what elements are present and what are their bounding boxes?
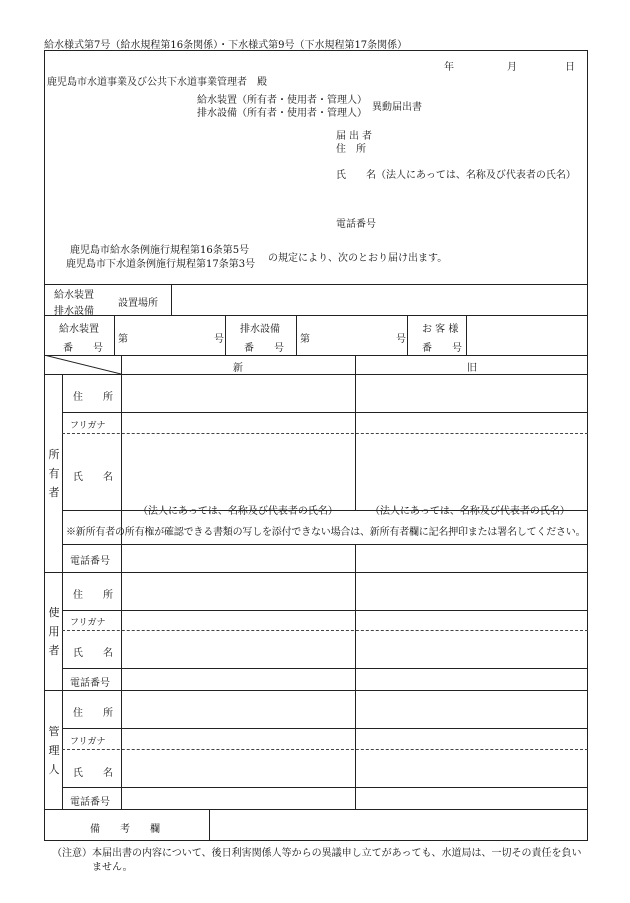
owner-corp-note-new: （法人にあっては、名称及び代表者の氏名）	[138, 506, 338, 517]
user-name-old[interactable]	[357, 632, 586, 666]
applicant-name-label: 氏 名（法人にあっては、名称及び代表者の氏名）	[336, 170, 576, 181]
user-furigana-new[interactable]	[123, 611, 353, 629]
applicant-address-label: 住 所	[336, 144, 366, 155]
manager-address-new[interactable]	[123, 692, 353, 726]
manager-name-old[interactable]	[357, 751, 586, 785]
haisui-number-label: 排水設備	[240, 324, 280, 335]
manager-phone-label: 電話番号	[70, 797, 110, 808]
date-month: 月	[507, 62, 517, 73]
haisui-dai: 第	[300, 334, 310, 345]
user-phone-label: 電話番号	[70, 678, 110, 689]
owner-phone-old[interactable]	[357, 546, 586, 570]
remarks-label: 備 考 欄	[90, 824, 160, 835]
owner-name-old[interactable]	[357, 436, 586, 498]
manager-furigana-old[interactable]	[357, 729, 586, 748]
applicant-phone-label: 電話番号	[336, 219, 376, 230]
owner-name-label: 氏 名	[73, 472, 113, 483]
kyusui-bango: 番 号	[63, 343, 103, 354]
install-kyusui: 給水装置	[54, 290, 94, 301]
owner-furigana-label: フリガナ	[70, 421, 106, 431]
user-phone-old[interactable]	[357, 669, 586, 688]
regulation-2: 鹿児島市下水道条例施行規程第17条第3号	[66, 259, 256, 270]
user-furigana-label: フリガナ	[70, 618, 106, 628]
user-phone-new[interactable]	[123, 669, 353, 688]
manager-name-label: 氏 名	[73, 768, 113, 779]
owner-group-label: 所有者	[48, 448, 60, 499]
owner-note: ※新所有者の所有権が確認できる書類の写しを添付できない場合は、新所有者欄に記名押印または署名してください。	[66, 527, 586, 538]
customer-label: お 客 様	[422, 324, 459, 335]
owner-phone-new[interactable]	[123, 546, 353, 570]
haisui-go: 号	[396, 334, 406, 345]
user-address-old[interactable]	[357, 574, 586, 608]
caution-text-1: 本届出書の内容について、後日利害関係人等からの異議申し立てがあっても、水道局は、一切その責任を負い	[92, 848, 582, 859]
owner-corp-note-old: （法人にあっては、名称及び代表者の氏名）	[370, 506, 570, 517]
manager-name-new[interactable]	[123, 751, 353, 785]
caution-label: （注意）	[52, 848, 92, 859]
regulation-tail: の規定により、次のとおり届け出ます。	[268, 253, 448, 264]
install-place-field[interactable]	[172, 285, 587, 314]
kyusui-dai: 第	[118, 334, 128, 345]
regulation-1: 鹿児島市給水条例施行規程第16条第5号	[70, 245, 250, 256]
manager-furigana-new[interactable]	[123, 729, 353, 748]
caution-text-2: ません。	[92, 862, 133, 873]
owner-address-old[interactable]	[357, 376, 586, 410]
manager-phone-old[interactable]	[357, 788, 586, 807]
haisui-number-field[interactable]	[312, 318, 390, 352]
owner-furigana-old[interactable]	[357, 413, 586, 432]
addressee: 鹿児島市水道事業及び公共下水道事業管理者 殿	[47, 77, 267, 88]
header-diagonal	[44, 355, 121, 374]
owner-address-new[interactable]	[123, 376, 353, 410]
applicant-title: 届出者	[336, 131, 375, 142]
install-haisui: 排水設備	[54, 306, 94, 317]
owner-furigana-new[interactable]	[123, 413, 353, 432]
kyusui-number-label: 給水装置	[59, 324, 99, 335]
kyusui-number-field[interactable]	[130, 318, 208, 352]
remarks-field[interactable]	[211, 811, 586, 839]
manager-address-old[interactable]	[357, 692, 586, 726]
user-address-label: 住 所	[73, 590, 113, 601]
date-year: 年	[444, 62, 454, 73]
user-name-label: 氏 名	[73, 648, 113, 659]
user-name-new[interactable]	[123, 632, 353, 666]
user-address-new[interactable]	[123, 574, 353, 608]
doc-name: 異動届出書	[372, 102, 422, 113]
date-day: 日	[565, 62, 575, 73]
manager-group-label: 管理人	[48, 725, 60, 776]
owner-address-label: 住 所	[73, 392, 113, 403]
header-new: 新	[233, 363, 243, 374]
user-group-label: 使用者	[48, 606, 60, 657]
haisui-bango: 番 号	[244, 343, 284, 354]
device-line-1: 給水装置（所有者・使用者・管理人）	[197, 95, 367, 106]
user-furigana-old[interactable]	[357, 611, 586, 629]
device-line-2: 排水設備（所有者・使用者・管理人）	[197, 108, 367, 119]
customer-bango: 番 号	[422, 343, 462, 354]
kyusui-go: 号	[214, 334, 224, 345]
owner-phone-label: 電話番号	[70, 556, 110, 567]
manager-furigana-label: フリガナ	[70, 737, 106, 747]
owner-name-new[interactable]	[123, 436, 353, 498]
manager-address-label: 住 所	[73, 708, 113, 719]
manager-phone-new[interactable]	[123, 788, 353, 807]
form-title: 給水様式第7号（給水規程第16条関係）・下水様式第9号（下水規程第17条関係）	[44, 40, 408, 51]
customer-number-field[interactable]	[468, 318, 586, 352]
header-old: 旧	[467, 363, 477, 374]
install-place-label: 設置場所	[118, 298, 158, 309]
